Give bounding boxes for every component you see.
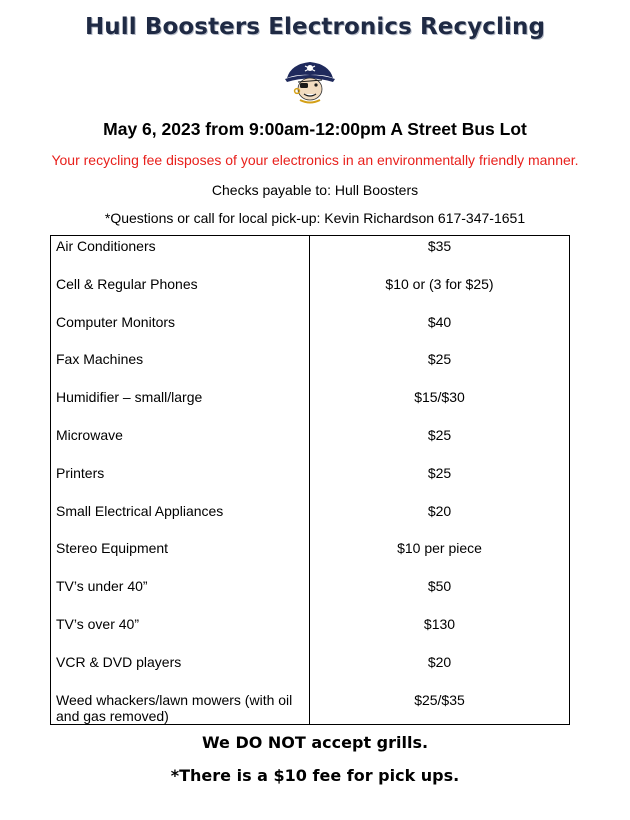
table-row: [51, 576, 570, 614]
item-cell: [51, 463, 310, 501]
checks-payable: Checks payable to: Hull Boosters: [211, 182, 419, 198]
grills-notice: [0, 733, 630, 752]
item-name: VCR & DVD players: [56, 653, 182, 670]
price-cell: $25: [310, 425, 570, 463]
item-name: Computer Monitors: [56, 313, 176, 330]
table-row: [51, 312, 570, 350]
item-name: Weed whackers/lawn mowers (with oil and gas removed): [56, 691, 293, 724]
table-row: [51, 236, 570, 274]
price-cell: $130: [310, 614, 570, 652]
item-name: TV’s over 40”: [56, 615, 139, 632]
fee-notice: Your recycling fee disposes of your electronics in an environmentally friendly manner.: [51, 152, 579, 168]
table-row: [51, 387, 570, 425]
price-cell: $20: [310, 501, 570, 539]
event-date-location: May 6, 2023 from 9:00am-12:00pm A Street Bus Lot: [103, 119, 527, 139]
item-name: Cell & Regular Phones: [56, 275, 198, 292]
item-name: Printers: [56, 464, 105, 481]
item-name: Fax Machines: [56, 351, 144, 368]
table-row: [51, 349, 570, 387]
item-cell: [51, 349, 310, 387]
price-cell: $10 or (3 for $25): [310, 274, 570, 312]
pickup-fee-notice: *There is a $10 fee for pick ups.: [170, 766, 460, 785]
table-row: [51, 614, 570, 652]
item-cell: [51, 387, 310, 425]
table-row: [51, 463, 570, 501]
item-name: Small Electrical Appliances: [56, 502, 224, 519]
table-row: [51, 425, 570, 463]
price-cell: $35: [310, 236, 570, 274]
item-cell: [51, 690, 310, 725]
item-cell: [51, 652, 310, 690]
table-row: [51, 652, 570, 690]
price-cell: $25: [310, 349, 570, 387]
price-cell: $50: [310, 576, 570, 614]
item-name: Air Conditioners: [56, 238, 156, 254]
table-row: [51, 538, 570, 576]
grills-notice-suffix: accept grills.: [305, 733, 429, 752]
table-row: [51, 501, 570, 539]
grills-notice-prefix: We DO: [201, 733, 268, 752]
price-cell: $20: [310, 652, 570, 690]
item-cell: [51, 501, 310, 539]
item-name: TV’s under 40”: [56, 578, 148, 595]
grills-notice-emphasis: NOT: [267, 733, 306, 752]
item-cell: [51, 576, 310, 614]
questions-contact: *Questions or call for local pick-up: Kevin Richardson 617-347-1651: [104, 210, 526, 226]
table-row: [51, 274, 570, 312]
item-cell: [51, 312, 310, 350]
item-cell: [51, 614, 310, 652]
table-row: [51, 690, 570, 725]
price-cell: $15/$30: [310, 387, 570, 425]
item-cell: [51, 274, 310, 312]
item-cell: [51, 425, 310, 463]
pirate-mascot-icon: [283, 58, 337, 106]
price-table: [50, 235, 570, 725]
item-name: Stereo Equipment: [56, 540, 169, 557]
item-cell: [51, 538, 310, 576]
price-cell: $40: [310, 312, 570, 350]
page-title: Hull Boosters Electronics Recycling: [84, 14, 546, 40]
price-cell: $10 per piece: [310, 538, 570, 576]
item-name: Microwave: [56, 426, 123, 443]
item-name: Humidifier – small/large: [56, 389, 203, 406]
price-cell: $25/$35: [310, 690, 570, 725]
price-cell: $25: [310, 463, 570, 501]
item-cell: [51, 236, 310, 274]
